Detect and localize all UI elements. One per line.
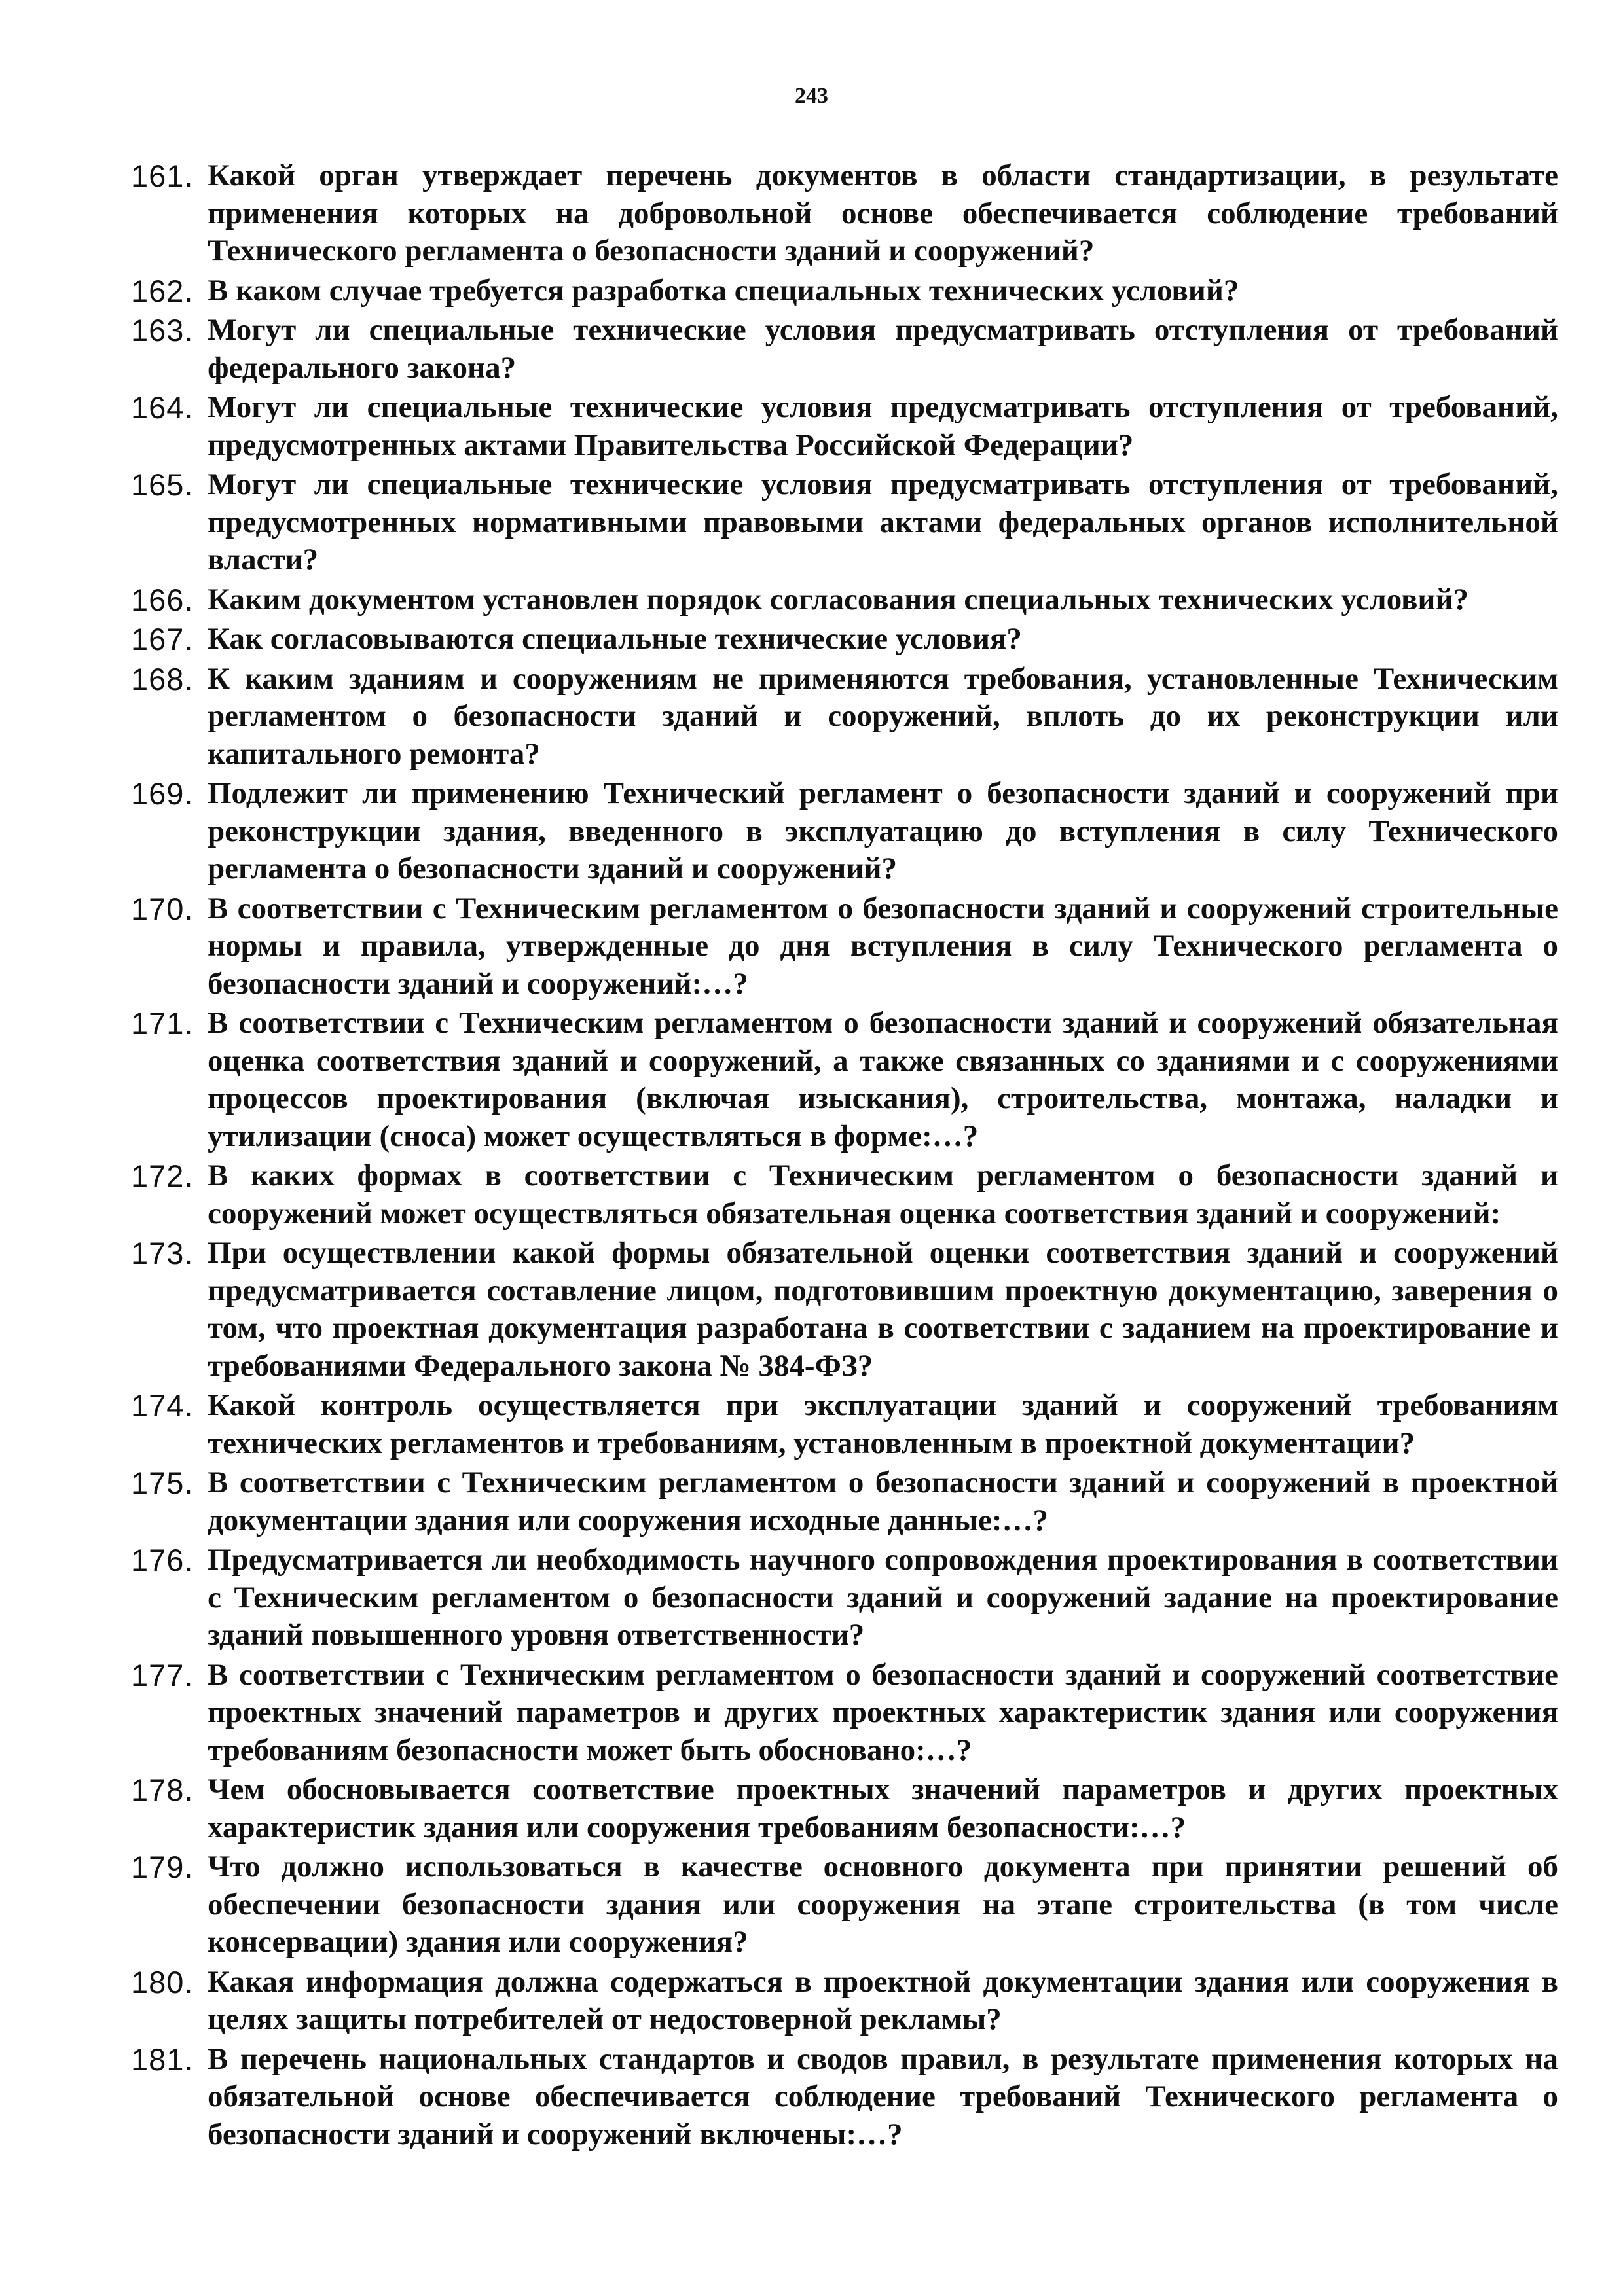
question-text: Могут ли специальные технические условия предусматривать отступления от требований, предусмотренных нормативными правовыми актами федеральных органов исполнительной власти? — [208, 467, 1558, 577]
list-item — [131, 1541, 1558, 1655]
list-item — [131, 1387, 1558, 1462]
list-item — [131, 581, 1558, 619]
question-text: В соответствии с Техническим регламентом о безопасности зданий и сооружений в проектной документации здания или сооружения исходные данные:…? — [208, 1465, 1558, 1537]
question-number: 163. — [131, 313, 194, 348]
question-text: Предусматривается ли необходимость научного сопровождения проектирования в соответствии с Техническим регламентом о безопасности зданий и сооружений задание на проектирование зданий повышенного уровня ответственности? — [208, 1543, 1558, 1652]
list-item — [131, 890, 1558, 1003]
list-item — [131, 775, 1558, 888]
question-text: При осуществлении какой формы обязательной оценки соответствия зданий и сооружений предусматривается составление лицом, подготовившим проектную документацию, заверения о том, что проектная документация разработана в соответствии с заданием на проектирование и требованиями Федерального закона № 384-ФЗ? — [208, 1236, 1558, 1383]
list-item — [131, 1657, 1558, 1770]
question-text: Чем обосновывается соответствие проектных значений параметров и других проектных характеристик здания или сооружения требованиям безопасности:…? — [208, 1772, 1558, 1844]
list-item — [131, 2041, 1558, 2154]
list-item — [131, 1234, 1558, 1385]
question-text: В соответствии с Техническим регламентом о безопасности зданий и сооружений обязательная оценка соответствия зданий и сооружений, а также связанных со зданиями и с сооружениями процессов проектирования (включая изыскания), строительства, монтажа, наладки и утилизации (сноса) может осуществляться в форме:…? — [208, 1006, 1558, 1153]
question-text: Могут ли специальные технические условия предусматривать отступления от требований федерального закона? — [208, 313, 1558, 385]
question-number: 176. — [131, 1543, 194, 1577]
question-text: В каких формах в соответствии с Техническим регламентом о безопасности зданий и сооружений может осуществляться обязательная оценка соответствия зданий и сооружений: — [208, 1158, 1558, 1230]
question-text: В соответствии с Техническим регламентом о безопасности зданий и сооружений строительные нормы и правила, утвержденные до дня вступления в силу Технического регламента о безопасности зданий и сооружений:…? — [208, 891, 1558, 1001]
question-text: Какой контроль осуществляется при эксплуатации зданий и сооружений требованиям технических регламентов и требованиям, установленным в проектной документации? — [208, 1388, 1558, 1460]
question-number: 164. — [131, 390, 194, 425]
question-number: 180. — [131, 1964, 194, 2000]
page-number: 243 — [795, 84, 828, 108]
question-number: 165. — [131, 467, 194, 502]
list-item — [131, 389, 1558, 464]
question-number: 179. — [131, 1850, 194, 1884]
question-number: 172. — [131, 1158, 194, 1193]
question-text: Как согласовываются специальные технические условия? — [208, 622, 1022, 656]
list-item — [131, 1005, 1558, 1155]
question-number: 170. — [131, 891, 194, 926]
question-number: 161. — [131, 158, 194, 193]
question-number: 168. — [131, 661, 194, 696]
question-list — [131, 157, 1558, 2155]
list-item — [131, 620, 1558, 658]
question-text: Каким документом установлен порядок согласования специальных технических условий? — [208, 582, 1469, 617]
question-text: Могут ли специальные технические условия предусматривать отступления от требований, предусмотренных актами Правительства Российской Федерации? — [208, 390, 1558, 462]
question-number: 162. — [131, 273, 194, 308]
question-number: 166. — [131, 582, 194, 617]
list-item — [131, 660, 1558, 774]
question-number: 171. — [131, 1006, 194, 1041]
question-number: 169. — [131, 776, 194, 811]
list-item — [131, 1771, 1558, 1846]
question-text: Какая информация должна содержаться в проектной документации здания или сооружения в целях защиты потребителей от недостоверной рекламы? — [208, 1964, 1558, 2036]
list-item — [131, 157, 1558, 270]
list-item — [131, 1464, 1558, 1539]
question-number: 181. — [131, 2041, 194, 2077]
question-number: 167. — [131, 622, 194, 656]
question-number: 178. — [131, 1772, 194, 1807]
list-item — [131, 272, 1558, 310]
list-item — [131, 1848, 1558, 1962]
question-text: В каком случае требуется разработка специальных технических условий? — [208, 273, 1239, 308]
question-text: В соответствии с Техническим регламентом о безопасности зданий и сооружений соответствие проектных значений параметров и других проектных характеристик здания или сооружения требованиям безопасности может быть обосновано:…? — [208, 1657, 1558, 1767]
list-item — [131, 466, 1558, 579]
question-text: Что должно использоваться в качестве основного документа при принятии решений об обеспечении безопасности здания или сооружения на этапе строительства (в том числе консервации) здания или сооружения? — [208, 1850, 1558, 1959]
question-number: 174. — [131, 1388, 194, 1423]
question-text: К каким зданиям и сооружениям не применяются требования, установленные Техническим регламентом о безопасности зданий и сооружений, вплоть до их реконструкции или капитального ремонта? — [208, 661, 1558, 771]
question-number: 177. — [131, 1657, 194, 1693]
list-item — [131, 1964, 1558, 2039]
question-text: Какой орган утверждает перечень документов в области стандартизации, в результате применения которых на добровольной основе обеспечивается соблюдение требований Технического регламента о безопасности зданий и сооружений? — [208, 158, 1558, 268]
list-item — [131, 312, 1558, 387]
question-text: В перечень национальных стандартов и сводов правил, в результате применения которых на обязательной основе обеспечивается соблюдение требований Технического регламента о безопасности зданий и сооружений включены:…? — [208, 2041, 1558, 2151]
list-item — [131, 1157, 1558, 1232]
question-text: Подлежит ли применению Технический регламент о безопасности зданий и сооружений при реконструкции здания, введенного в эксплуатацию до вступления в силу Технического регламента о безопасности зданий и сооружений? — [208, 776, 1558, 886]
question-number: 175. — [131, 1465, 194, 1500]
question-number: 173. — [131, 1236, 194, 1270]
